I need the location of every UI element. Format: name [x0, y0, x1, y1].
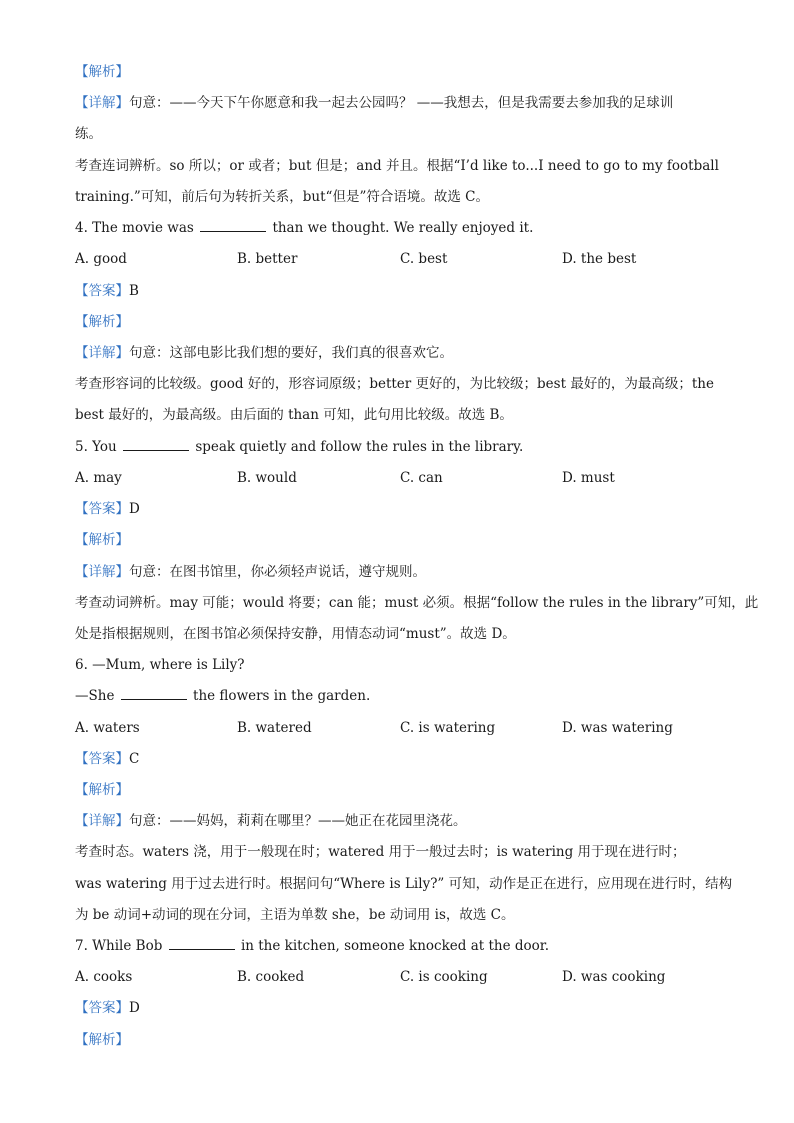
question-5-stem: 5. You speak quietly and follow the rules in the library.: [75, 439, 524, 455]
explanation-line: 考查动词辨析。may 可能；would 将要；can 能；must 必须。根据“follow the rules in the library”可知，此: [75, 595, 759, 611]
answer-line: 【答案】D: [75, 501, 140, 517]
answer-blank: [169, 936, 235, 950]
detail-paragraph: 【详解】句意：在图书馆里，你必须轻声说话，遵守规则。: [75, 564, 426, 580]
option-a: A. waters: [75, 720, 140, 736]
answer-line: 【答案】D: [75, 1000, 140, 1016]
option-b: B. would: [237, 470, 297, 486]
analysis-label: 【解析】: [75, 782, 129, 798]
option-c: C. can: [400, 470, 443, 486]
analysis-label: 【解析】: [75, 64, 129, 80]
question-7-stem: 7. While Bob in the kitchen, someone knocked at the door.: [75, 938, 550, 954]
option-d: D. the best: [562, 251, 637, 267]
option-b: B. better: [237, 251, 298, 267]
question-6-stem: 6. —Mum, where is Lily?: [75, 657, 245, 673]
analysis-label: 【解析】: [75, 314, 129, 330]
option-b: B. cooked: [237, 969, 305, 985]
option-d: D. must: [562, 470, 615, 486]
option-a: A. may: [75, 470, 122, 486]
explanation-line: 考查连词辨析。so 所以；or 或者；but 但是；and 并且。根据“I’d like to...I need to go to my football: [75, 158, 719, 174]
option-b: B. watered: [237, 720, 312, 736]
explanation-line: 考查形容词的比较级。good 好的，形容词原级；better 更好的，为比较级；best 最好的，为最高级；the: [75, 376, 714, 392]
option-a: A. good: [75, 251, 127, 267]
explanation-line: 为 be 动词+动词的现在分词，主语为单数 she，be 动词用 is，故选 C。: [75, 907, 515, 923]
answer-line: 【答案】B: [75, 283, 139, 299]
detail-continuation: 练。: [75, 126, 102, 142]
answer-blank: [200, 218, 266, 232]
explanation-line: was watering 用于过去进行时。根据问句“Where is Lily?” 可知，动作是正在进行，应用现在进行时，结构: [75, 876, 733, 892]
option-c: C. best: [400, 251, 448, 267]
option-c: C. is watering: [400, 720, 496, 736]
option-d: D. was cooking: [562, 969, 666, 985]
answer-line: 【答案】C: [75, 751, 140, 767]
explanation-line: 考查时态。waters 浇，用于一般现在时；watered 用于一般过去时；is watering 用于现在进行时；: [75, 844, 686, 860]
option-d: D. was watering: [562, 720, 673, 736]
detail-paragraph: 【详解】句意：——今天下午你愿意和我一起去公园吗？ ——我想去，但是我需要去参加我的足球训: [75, 95, 674, 111]
explanation-line: best 最好的，为最高级。由后面的 than 可知，此句用比较级。故选 B。: [75, 407, 513, 423]
question-4-stem: 4. The movie was than we thought. We really enjoyed it.: [75, 220, 534, 236]
option-a: A. cooks: [75, 969, 133, 985]
analysis-label: 【解析】: [75, 1032, 129, 1048]
question-6-response: —She the flowers in the garden.: [75, 688, 371, 704]
answer-blank: [123, 437, 189, 451]
explanation-line: training.”可知，前后句为转折关系，but“但是”符合语境。故选 C。: [75, 189, 489, 205]
detail-paragraph: 【详解】句意：这部电影比我们想的要好，我们真的很喜欢它。: [75, 345, 453, 361]
explanation-line: 处是指根据规则，在图书馆必须保持安静，用情态动词“must”。故选 D。: [75, 626, 516, 642]
detail-paragraph: 【详解】句意：——妈妈，莉莉在哪里？——她正在花园里浇花。: [75, 813, 467, 829]
analysis-label: 【解析】: [75, 532, 129, 548]
option-c: C. is cooking: [400, 969, 488, 985]
answer-blank: [121, 686, 187, 700]
